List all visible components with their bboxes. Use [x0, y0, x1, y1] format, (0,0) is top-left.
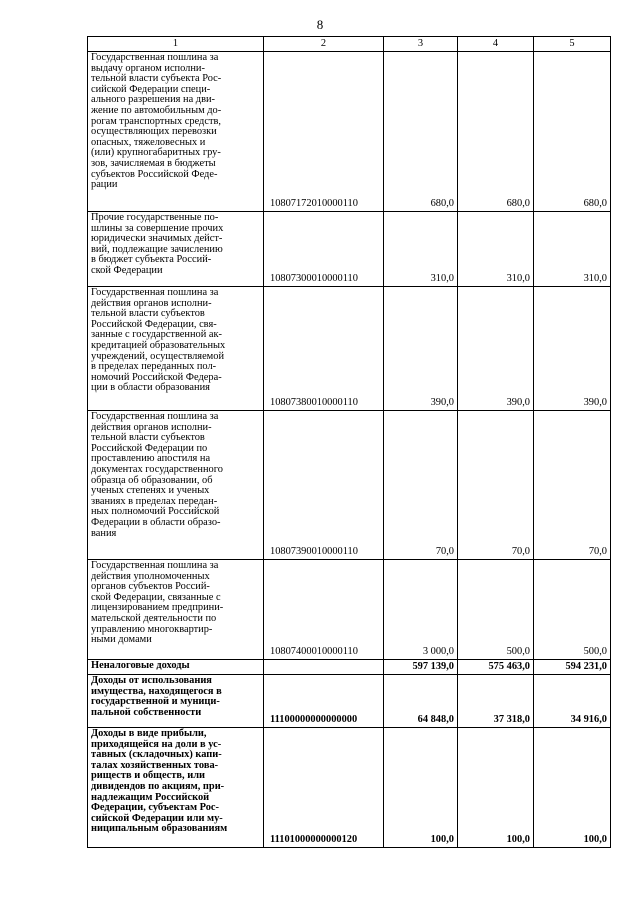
row-name-line: Российской Федерации по: [91, 442, 208, 454]
header-col-2: 2: [264, 37, 384, 52]
row-name-line: выдачу органом исполни-: [91, 62, 205, 74]
row-name-line: действия органов исполни-: [91, 421, 212, 433]
row-name-line: имущества, находящегося в: [91, 685, 222, 697]
row-name-line: ции в области образования: [91, 382, 210, 394]
table-row: [88, 560, 611, 660]
value-col-5-cell: 100,0: [534, 728, 611, 848]
table-row: [88, 212, 611, 287]
row-name-line: Государственная пошлина за: [91, 287, 219, 298]
row-name-line: талах хозяйственных това-: [91, 759, 219, 771]
row-name-line: проставлению апостиля на: [91, 453, 211, 465]
row-name-line: мательской деятельности по: [91, 612, 217, 624]
row-name-line: Государственная пошлина за: [91, 560, 219, 571]
value-col-4-cell: 500,0: [458, 560, 534, 660]
row-name-cell: [88, 675, 264, 728]
row-name-line: Доходы в виде прибыли,: [91, 728, 207, 739]
row-name-line: рации: [91, 179, 118, 191]
page-number: 8: [316, 17, 324, 32]
value-col-4-cell: 37 318,0: [458, 675, 534, 728]
row-name-line: ального разрешения на дви-: [91, 94, 215, 106]
header-col-5: 5: [534, 37, 611, 52]
row-name-line: Государственная пошлина за: [91, 411, 219, 422]
row-name-line: сийской Федерации специ-: [91, 83, 211, 95]
row-name-line: действия органов исполни-: [91, 297, 212, 309]
row-name-line: опасных, тяжеловесных и: [91, 136, 206, 148]
value-col-3-cell: 100,0: [384, 728, 458, 848]
budget-code-cell: 10807172010000110: [264, 52, 384, 212]
row-name-line: Российской Федерации, свя-: [91, 318, 217, 330]
budget-code-cell: 11100000000000000: [264, 675, 384, 728]
budget-code-cell: 10807390010000110: [264, 411, 384, 560]
row-name-line: кредитацией образовательных: [91, 339, 226, 351]
row-name-line: органов субъектов Россий-: [91, 581, 210, 593]
row-name-line: званиях в пределах передан-: [91, 495, 218, 507]
row-name-line: учреждений, осуществляемой: [91, 350, 225, 362]
value-col-4-cell: 100,0: [458, 728, 534, 848]
row-name-line: ской Федерации, связанные с: [91, 591, 221, 603]
value-col-5-cell: 34 916,0: [534, 675, 611, 728]
row-name-line: осуществляющих перевозки: [91, 126, 217, 138]
row-name-cell: [88, 52, 264, 212]
row-name-line: Федерации, субъектам Рос-: [91, 802, 219, 814]
row-name-line: ных полномочий Российской: [91, 506, 220, 518]
row-name-line: приходящейся на доли в ус-: [91, 738, 222, 750]
row-name-cell: [88, 287, 264, 411]
budget-code-cell: [264, 660, 384, 675]
budget-code-cell: 10807400010000110: [264, 560, 384, 660]
row-name-line: Доходы от использования: [91, 675, 212, 686]
row-name-line: зов, зачисляемая в бюджеты: [91, 157, 216, 169]
row-name-line: государственной и муници-: [91, 696, 220, 708]
row-name-line: пальной собственности: [91, 706, 202, 718]
row-name-cell: [88, 212, 264, 287]
table-row: [88, 660, 611, 675]
row-name-line: сийской Федерации или му-: [91, 812, 223, 824]
row-name-line: (или) крупногабаритных гру-: [91, 147, 221, 159]
value-col-3-cell: 3 000,0: [384, 560, 458, 660]
row-name-line: шлины за совершение прочих: [91, 222, 224, 234]
row-name-line: Государственная пошлина за: [91, 52, 219, 63]
row-name-line: в бюджет субъекта Россий-: [91, 254, 212, 266]
row-name-line: тавных (складочных) капи-: [91, 749, 222, 761]
value-col-4-cell: 680,0: [458, 52, 534, 212]
row-name-line: занные с государственной ак-: [91, 329, 223, 341]
value-col-5-cell: 680,0: [534, 52, 611, 212]
value-col-5-cell: 390,0: [534, 287, 611, 411]
value-col-4-cell: 310,0: [458, 212, 534, 287]
header-col-1: 1: [88, 37, 264, 52]
value-col-3-cell: 64 848,0: [384, 675, 458, 728]
row-name-line: вий, подлежащие зачислению: [91, 243, 223, 255]
row-name-line: ученых степенях и ученых: [91, 485, 210, 497]
row-name-line: в пределах переданных пол-: [91, 361, 217, 373]
value-col-3-cell: 597 139,0: [384, 660, 458, 675]
table-row: [88, 411, 611, 560]
value-col-4-cell: 575 463,0: [458, 660, 534, 675]
revenue-table: [87, 36, 611, 848]
row-name-line: номочий Российской Федера-: [91, 371, 222, 383]
row-name-cell: [88, 560, 264, 660]
table-row: [88, 675, 611, 728]
header-col-4: 4: [458, 37, 534, 52]
row-name-line: Федерации в области образо-: [91, 516, 221, 528]
row-name-line: Неналоговые доходы: [91, 660, 190, 671]
row-name-line: дивидендов по акциям, при-: [91, 780, 225, 792]
row-name-line: риществ и обществ, или: [91, 770, 206, 782]
row-name-line: лицензированием предприни-: [91, 602, 224, 614]
value-col-4-cell: 70,0: [458, 411, 534, 560]
row-name-cell: [88, 411, 264, 560]
row-name-line: ниципальным образованиям: [91, 823, 228, 835]
row-name-line: тельной власти субъектов: [91, 432, 205, 444]
budget-code-cell: 11101000000000120: [264, 728, 384, 848]
row-name-line: рогам транспортных средств,: [91, 115, 221, 127]
table-row: [88, 52, 611, 212]
row-name-line: Прочие государственные по-: [91, 212, 219, 223]
budget-code-cell: 10807300010000110: [264, 212, 384, 287]
value-col-3-cell: 310,0: [384, 212, 458, 287]
header-col-3: 3: [384, 37, 458, 52]
row-name-line: образца об образовании, об: [91, 474, 213, 486]
value-col-5-cell: 500,0: [534, 560, 611, 660]
row-name-cell: [88, 728, 264, 848]
row-name-line: юридически значимых дейст-: [91, 233, 223, 245]
row-name-line: ными домами: [91, 634, 152, 646]
row-name-line: действия уполномоченных: [91, 570, 210, 582]
value-col-3-cell: 680,0: [384, 52, 458, 212]
value-col-3-cell: 70,0: [384, 411, 458, 560]
value-col-5-cell: 70,0: [534, 411, 611, 560]
row-name-line: документах государственного: [91, 463, 223, 475]
table-row: [88, 287, 611, 411]
table-body: [88, 52, 611, 848]
row-name-line: жение по автомобильным до-: [91, 104, 222, 116]
row-name-line: надлежащим Российской: [91, 791, 210, 803]
row-name-line: тельной власти субъектов: [91, 308, 205, 320]
row-name-cell: [88, 660, 264, 675]
row-name-line: субъектов Российской Феде-: [91, 168, 218, 180]
value-col-5-cell: 310,0: [534, 212, 611, 287]
row-name-line: управлению многоквартир-: [91, 623, 213, 635]
value-col-5-cell: 594 231,0: [534, 660, 611, 675]
row-name-line: вания: [91, 527, 117, 539]
value-col-4-cell: 390,0: [458, 287, 534, 411]
value-col-3-cell: 390,0: [384, 287, 458, 411]
table-row: [88, 728, 611, 848]
header-row: [88, 37, 611, 52]
budget-code-cell: 10807380010000110: [264, 287, 384, 411]
row-name-line: тельной власти субъекта Рос-: [91, 73, 222, 85]
row-name-line: ской Федерации: [91, 264, 163, 276]
